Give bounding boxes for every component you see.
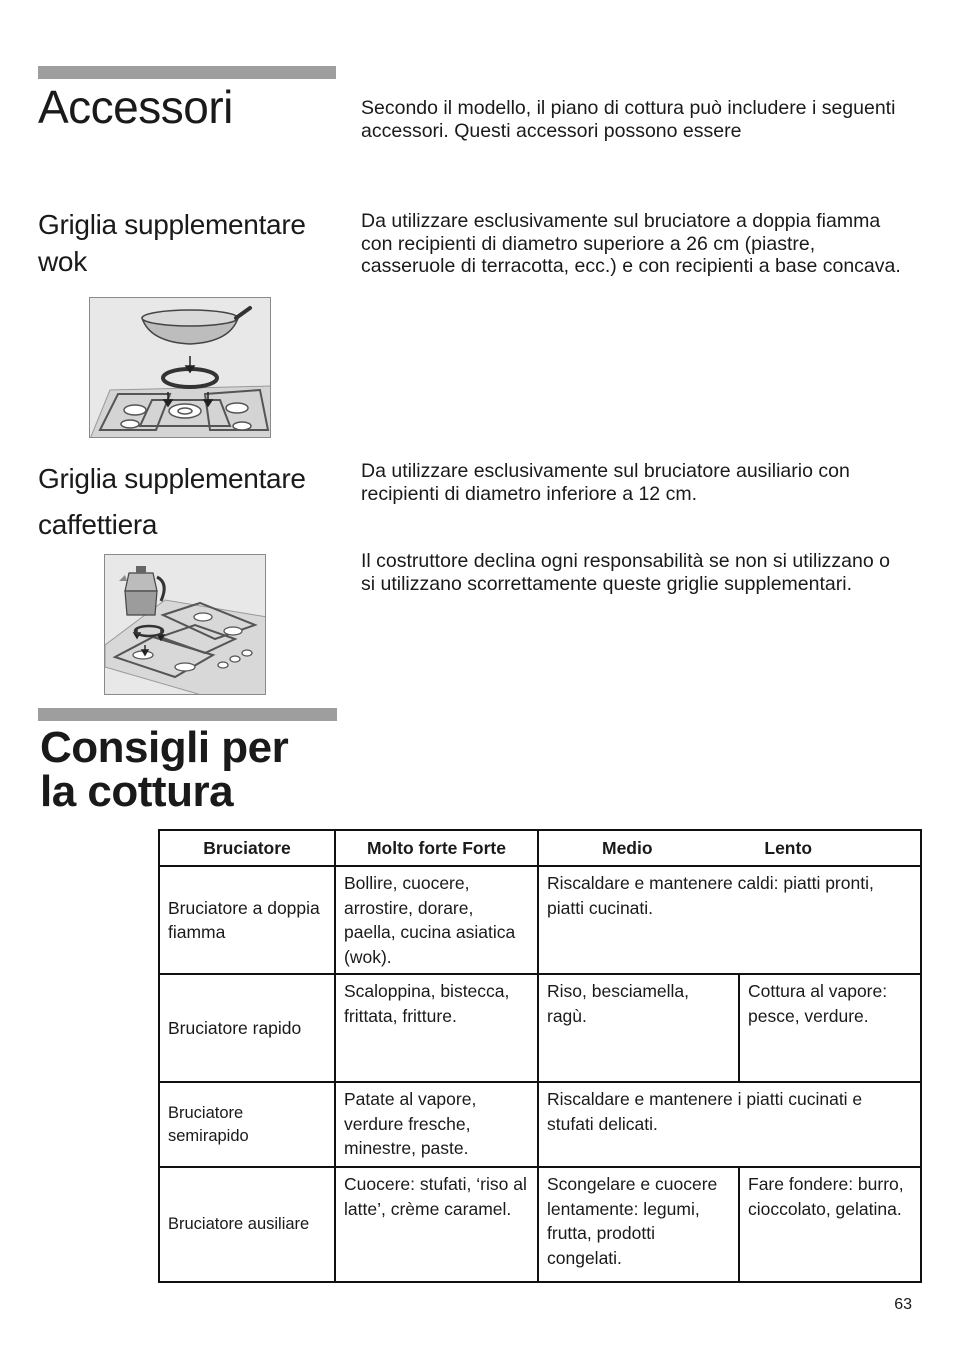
moka-description: Da utilizzare esclusivamente sul bruciatore ausiliario con recipienti di diametro inferiore a 12 cm.: [361, 460, 850, 505]
section-bar-consigli: [38, 708, 337, 721]
accessori-intro: Secondo il modello, il piano di cottura può includere i seguenti accessori. Questi accessori possono essere: [361, 97, 896, 142]
table-row: [159, 866, 921, 974]
wok-grid-icon: [90, 298, 271, 438]
header-burner: Bruciatore: [159, 830, 335, 866]
row-strong: Scaloppina, bistecca, frittata, fritture.: [335, 974, 538, 1082]
row-slow: Fare fondere: burro, cioccolato, gelatina.: [739, 1167, 921, 1282]
row-medium: Riso, besciamella, ragù.: [538, 974, 739, 1082]
wok-title-line2: wok: [38, 246, 87, 277]
row-strong: Patate al vapore, verdure fresche, minestre, paste.: [335, 1082, 538, 1167]
row-slow: Cottura al vapore: pesce, verdure.: [739, 974, 921, 1082]
cooking-tips-table: [158, 829, 922, 1283]
moka-grid-icon: [105, 555, 266, 695]
moka-illustration: [104, 554, 266, 695]
section-bar-accessori: [38, 66, 336, 79]
wok-title-line1: Griglia supplementare: [38, 209, 306, 240]
wok-description: Da utilizzare esclusivamente sul bruciatore a doppia fiamma con recipienti di diametro superiore a 26 cm (piastre, casseruole di terracotta, ecc.) e con recipienti a base concava.: [361, 210, 901, 277]
disclaimer-text: Il costruttore declina ogni responsabilità se non si utilizzano o si utilizzano scorrettamente queste griglie supplementari.: [361, 550, 890, 595]
row-medium: Scongelare e cuocere lentamente: legumi, frutta, prodotti congelati.: [538, 1167, 739, 1282]
page-number: 63: [894, 1296, 912, 1313]
table-row: [159, 974, 921, 1082]
row-strong: Bollire, cuocere, arrostire, dorare, paella, cucina asiatica (wok).: [335, 866, 538, 974]
row-burner: Bruciatore ausiliare: [159, 1167, 335, 1282]
header-medium: Medio: [602, 837, 653, 858]
row-medium-slow: Riscaldare e mantenere caldi: piatti pronti, piatti cucinati.: [538, 866, 921, 974]
section-title-accessori: Accessori: [38, 81, 233, 133]
wok-illustration: [89, 297, 271, 438]
moka-title-line2: caffettiera: [38, 509, 158, 540]
row-burner: Bruciatore semirapido: [159, 1082, 335, 1167]
moka-title: [38, 456, 306, 548]
header-very-strong-strong: Molto forte Forte: [335, 830, 538, 866]
section-title-consigli: [40, 723, 289, 816]
row-burner: Bruciatore rapido: [159, 974, 335, 1082]
moka-title-line1: Griglia supplementare: [38, 463, 306, 494]
wok-title: [38, 206, 306, 280]
table-row: [159, 1082, 921, 1167]
row-medium-slow: Riscaldare e mantenere i piatti cucinati e stufati delicati.: [538, 1082, 921, 1167]
row-burner: Bruciatore a doppia fiamma: [159, 866, 335, 974]
header-medium-slow: [538, 830, 921, 866]
consigli-title-line2: la cottura: [40, 767, 234, 816]
consigli-title-line1: Consigli per: [40, 723, 289, 772]
row-strong: Cuocere: stufati, ‘riso al latte’, crème caramel.: [335, 1167, 538, 1282]
table-row: [159, 1167, 921, 1282]
table-header-row: [159, 830, 921, 866]
header-slow: Lento: [764, 837, 813, 858]
